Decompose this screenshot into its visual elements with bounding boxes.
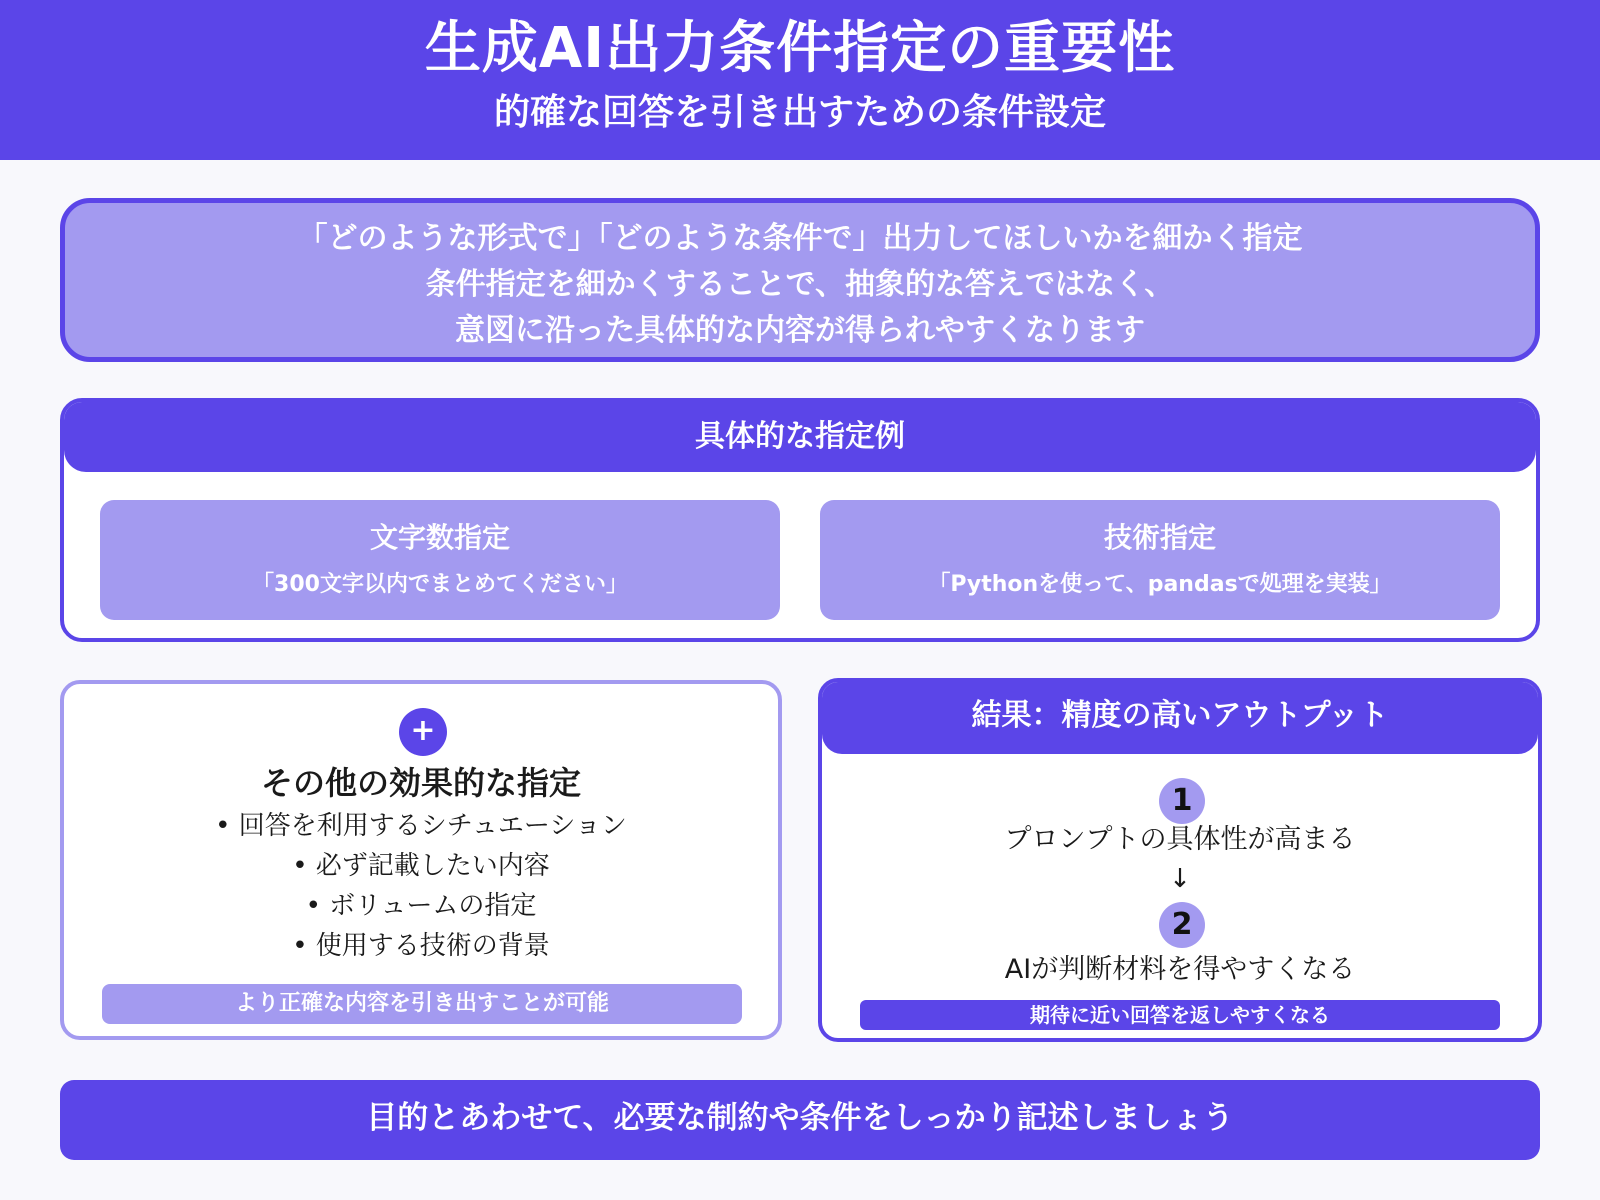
- other-specs-footer: より正確な内容を引き出すことが可能: [102, 984, 742, 1024]
- list-item: • ボリュームの指定: [305, 891, 537, 921]
- step-text: AIが判断材料を得やすくなる: [1004, 954, 1356, 985]
- intro-line-2: 条件指定を細かくすることで、抽象的な答えではなく、: [425, 267, 1175, 302]
- examples-panel: [60, 398, 1540, 642]
- intro-line-1: 「どのような形式で」「どのような条件で」出力してほしいかを細かく指定: [297, 221, 1303, 256]
- examples-title: 具体的な指定例: [64, 402, 1536, 472]
- intro-box: [60, 198, 1540, 362]
- step-number-badge: 1: [1159, 778, 1205, 824]
- other-specs-title: その他の効果的な指定: [260, 764, 581, 802]
- result-footer: 期待に近い回答を返しやすくなる: [860, 1000, 1500, 1030]
- other-specs-list: [64, 806, 778, 966]
- page-title: 生成AI出力条件指定の重要性: [424, 16, 1176, 81]
- example-text: 「300文字以内でまとめてください」: [252, 572, 628, 597]
- down-arrow-icon: ↓: [1169, 864, 1191, 894]
- intro-line-3: 意図に沿った具体的な内容が得られやすくなります: [455, 313, 1145, 348]
- example-card-char-count: [100, 500, 780, 620]
- header-banner: [0, 0, 1600, 160]
- page-subtitle: 的確な回答を引き出すための条件設定: [493, 92, 1106, 133]
- footer-banner: 目的とあわせて、必要な制約や条件をしっかり記述しましょう: [60, 1080, 1540, 1160]
- result-title: 結果：精度の高いアウトプット: [822, 682, 1538, 754]
- list-item: • 使用する技術の背景: [292, 931, 550, 961]
- result-panel: [818, 678, 1542, 1042]
- example-card-tech: [820, 500, 1500, 620]
- plus-icon: +: [399, 708, 447, 756]
- step-text: プロンプトの具体性が高まる: [1004, 824, 1356, 855]
- example-title: 文字数指定: [369, 521, 510, 554]
- other-specs-panel: [60, 680, 782, 1040]
- list-item: • 回答を利用するシチュエーション: [215, 811, 627, 841]
- example-text: 「Pythonを使って、pandasで処理を実装」: [928, 572, 1392, 597]
- step-number-badge: 2: [1159, 902, 1205, 948]
- list-item: • 必ず記載したい内容: [292, 851, 550, 881]
- example-title: 技術指定: [1103, 521, 1216, 554]
